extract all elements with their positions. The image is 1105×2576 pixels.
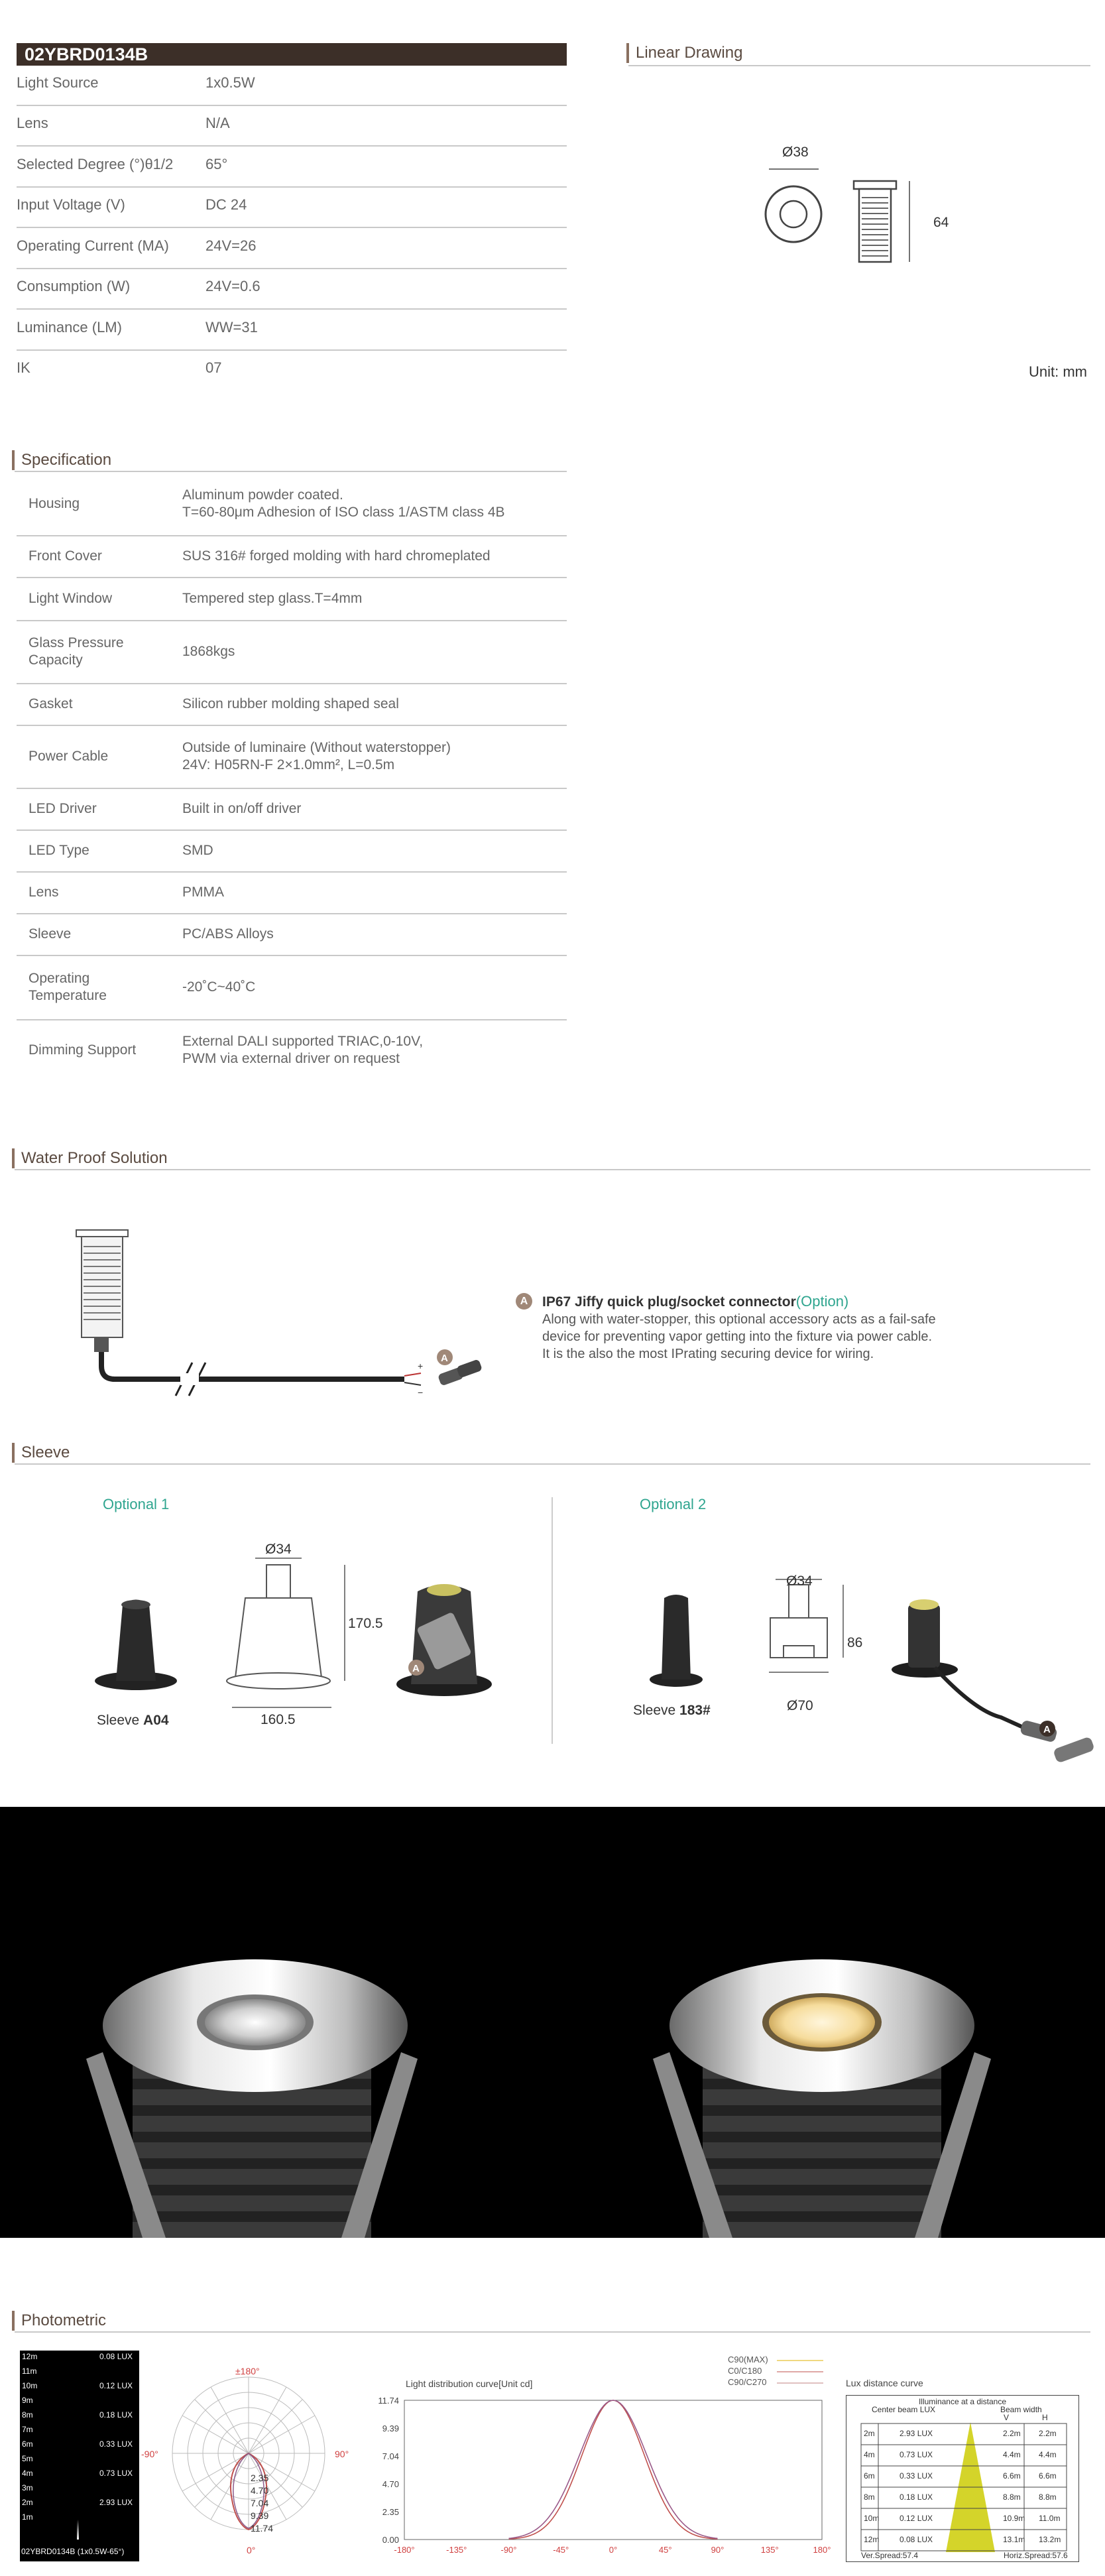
waterproof-heading: Water Proof Solution [12,1148,168,1168]
connector-badge: A [516,1293,532,1310]
spec-value [182,800,301,818]
spec-value [182,926,274,943]
lux-distance-label: 11m [22,2366,37,2376]
spec-label [29,970,107,1005]
unit-label: Unit: mm [1029,363,1087,380]
hor-spread: Horiz.Spread:57.6 [1004,2551,1068,2560]
spec-value-line: PC/ABS Alloys [182,926,274,942]
spec-value [182,979,255,996]
spec-label-line: Light Window [29,590,113,606]
sleeve-name-prefix: Sleeve [633,1703,680,1718]
x-tick-label: 180° [813,2545,831,2555]
spec-value-line: PWM via external driver on request [182,1050,400,1066]
svg-text:−: − [418,1387,424,1398]
sleeve-name-prefix: Sleeve [97,1713,144,1728]
param-row [17,318,567,351]
lux-distance-label: 3m [22,2483,33,2492]
spec-row [17,1019,567,1081]
sleeve-option2-height: 86 [847,1635,863,1650]
lux-row-d: 4m [864,2450,875,2459]
lux-row-h: 13.2m [1039,2535,1061,2544]
x-tick-label: -90° [500,2545,517,2555]
lux-value-label: 0.12 LUX [99,2381,133,2390]
lux-distance-label: 12m [22,2352,38,2361]
sleeve-option2-label: Optional 2 [640,1496,707,1512]
spec-row [17,535,567,578]
spec-label-line: Gasket [29,696,73,711]
param-value: DC 24 [205,196,247,213]
param-row [17,73,567,106]
curve-title: Light distribution curve[Unit cd] [406,2378,533,2389]
lux-distance-label: 9m [22,2396,33,2405]
spec-value [182,643,235,660]
sleeve-option2-diameter: Ø34 [786,1573,813,1589]
polar-value: 2.35 [251,2473,269,2483]
lux-distance-label: 7m [22,2425,33,2434]
lux-chart-caption: 02YBRD0134B (1x0.5W-65°) [21,2547,125,2556]
spec-value [182,842,213,859]
height-dimension: 64 [933,215,949,230]
spec-value [182,739,451,774]
legend-item: C0/C180 [728,2366,762,2376]
curve-legend [728,2354,768,2388]
spec-value [182,548,491,565]
connector-description [542,1311,936,1363]
spec-label [29,696,73,713]
specification-heading: Specification [12,450,111,470]
param-label: Consumption (W) [17,278,131,294]
polar-top-label: ±180° [235,2366,260,2376]
spec-label [29,590,112,607]
diameter-dimension: Ø38 [782,145,809,160]
lux-row-d: 8m [864,2492,875,2502]
lux-chart-panel [20,2351,139,2561]
linear-drawing-heading: Linear Drawing [626,43,742,63]
lux-row-h: 6.6m [1039,2471,1057,2481]
spec-value-line: 1868kgs [182,643,235,659]
spec-label-line: Lens [29,884,59,900]
x-tick-label: 135° [760,2545,779,2555]
spec-label-line: Sleeve [29,926,72,942]
lux-distance-col1: Center beam LUX [872,2405,936,2414]
linear-drawing-underline [628,65,1090,66]
param-label: Luminance (LM) [17,319,122,336]
lux-distance-col2: Beam width [1000,2405,1042,2414]
lux-row-lux: 0.33 LUX [900,2471,933,2481]
lux-row-d: 6m [864,2471,875,2481]
param-value: 07 [205,359,222,376]
spec-label [29,884,59,901]
lux-row-h: 11.0m [1039,2514,1061,2523]
lux-distance-label: 1m [22,2512,33,2522]
sleeve-option2-name [633,1703,711,1719]
lux-row-h: 2.2m [1039,2429,1057,2438]
spec-row [17,788,567,831]
curve-c90-c270 [509,2400,718,2538]
param-label: Input Voltage (V) [17,196,125,213]
lux-row-v: 10.9m [1003,2514,1025,2523]
spec-label-line: Front Cover [29,548,102,564]
y-tick-label: 4.70 [382,2479,399,2489]
sleeve-underline [15,1463,1090,1465]
lux-distance-label: 10m [22,2381,38,2390]
polar-value: 9.39 [251,2510,269,2521]
spec-value-line: T=60-80μm Adhesion of ISO class 1/ASTM class 4B [182,504,505,520]
x-tick-label: -135° [446,2545,467,2555]
spec-label [29,800,97,818]
lux-row-lux: 2.93 LUX [900,2429,933,2438]
polar-diagram [143,2361,355,2553]
spec-label-line: Temperature [29,987,107,1003]
spec-label [29,635,124,669]
param-row [17,154,567,188]
spec-value-line: Silicon rubber molding shaped seal [182,696,399,711]
polar-value: 4.70 [251,2485,269,2496]
linear-drawing-figure [756,139,981,285]
spec-value [182,884,224,901]
lux-value-label: 0.08 LUX [99,2352,133,2361]
polar-right-label: 90° [335,2449,349,2459]
waterproof-illustration [60,1217,510,1409]
lux-value-label: 0.73 LUX [99,2469,133,2478]
lux-row-lux: 0.12 LUX [900,2514,933,2523]
plot-frame [404,2400,822,2540]
spec-label-line: Glass Pressure [29,635,124,650]
connector-line: Along with water-stopper, this optional accessory acts as a fail-safe [542,1312,936,1327]
spec-value [182,696,399,713]
spec-label [29,842,89,859]
param-label: Selected Degree (°)θ1/2 [17,156,174,172]
sleeve-option2-figure [630,1558,1105,1777]
lux-distance-title: Lux distance curve [846,2378,923,2388]
lux-row-h: 4.4m [1039,2450,1057,2459]
lux-value-label: 0.33 LUX [99,2439,133,2449]
svg-text:+: + [418,1361,424,1371]
lux-row-v: 13.1m [1003,2535,1025,2544]
sleeve-option1-figure [86,1538,510,1731]
spec-row [17,577,567,621]
product-photo-band [0,1807,1105,2238]
sleeve-option1-height: 170.5 [348,1616,383,1631]
lux-distance-label: 2m [22,2498,33,2507]
lux-row-v: 8.8m [1003,2492,1021,2502]
lux-row-v: 2.2m [1003,2429,1021,2438]
lux-row-d: 2m [864,2429,875,2438]
curve-c0-c180 [509,2400,718,2539]
lux-distance-label: 4m [22,2469,33,2478]
spec-label-line: Capacity [29,652,83,668]
sleeve-option1-label: Optional 1 [103,1496,170,1512]
waterproof-underline [15,1169,1090,1170]
spec-value-line: External DALI supported TRIAC,0-10V, [182,1033,424,1049]
lux-beam-glow [77,2520,79,2540]
x-tick-label: -180° [394,2545,415,2555]
param-value: 24V=0.6 [205,278,261,294]
lux-row-lux: 0.18 LUX [900,2492,933,2502]
spec-label-line: LED Type [29,842,89,858]
y-tick-label: 0.00 [382,2535,399,2545]
sleeve-option1-name [97,1713,169,1729]
spec-row [17,955,567,1020]
y-tick-label: 7.04 [382,2451,399,2461]
x-tick-label: 0° [609,2545,618,2555]
svg-text:A: A [1043,1724,1051,1735]
svg-text:A: A [412,1663,420,1674]
spec-value [182,590,362,607]
photometric-heading: Photometric [12,2311,106,2331]
connector-line: It is the also the most IPrating securing device for wiring. [542,1347,874,1361]
lux-distance-label: 8m [22,2410,33,2420]
param-row [17,276,567,310]
polar-left-label: -90° [141,2449,158,2459]
spec-value-line: Built in on/off driver [182,800,302,816]
param-row [17,236,567,269]
sleeve-heading: Sleeve [12,1443,70,1463]
spec-value-line: -20˚C~40˚C [182,979,256,995]
param-value: 1x0.5W [205,74,255,91]
sleeve-divider [552,1497,553,1744]
curve-legend-swatches [777,2357,830,2390]
param-label: IK [17,359,30,376]
spec-value [182,1033,423,1068]
polar-bottom-label: 0° [247,2545,256,2555]
lux-row-v: 6.6m [1003,2471,1021,2481]
lux-distance-label: 5m [22,2454,33,2463]
polar-value-labels [251,2472,273,2535]
param-row [17,113,567,147]
lux-row-lux: 0.08 LUX [900,2535,933,2544]
spec-value [182,487,505,521]
spec-label [29,748,108,765]
polar-value: 7.04 [251,2498,269,2508]
y-tick-label: 9.39 [382,2423,399,2433]
spec-row [17,620,567,684]
ver-spread: Ver.Spread:57.4 [861,2551,919,2560]
y-tick-label: 11.74 [378,2396,399,2406]
lux-value-label: 0.18 LUX [99,2410,133,2420]
polar-value: 11.74 [251,2523,273,2534]
spec-label-line: LED Driver [29,800,97,816]
sleeve-option1-width: 160.5 [261,1712,296,1727]
param-value: WW=31 [205,319,258,336]
spec-label [29,495,80,513]
sleeve-name-code: 183# [679,1703,711,1718]
connector-title: IP67 Jiffy quick plug/socket connector [542,1294,796,1310]
spec-value-line: Outside of luminaire (Without waterstopper) [182,739,451,755]
lux-row-d: 12m [864,2535,880,2544]
sleeve-option1-diameter: Ø34 [265,1542,292,1557]
sleeve-option2-width: Ø70 [787,1698,813,1713]
param-row [17,358,567,385]
spec-value-line: Tempered step glass.T=4mm [182,590,363,606]
lux-distance-h: H [1042,2413,1048,2422]
sleeve-name-code: A04 [143,1713,169,1728]
param-value: 65° [205,156,228,172]
spec-label [29,1042,136,1059]
param-value: N/A [205,115,230,131]
connector-option-tag: (Option) [795,1293,849,1310]
svg-text:A: A [441,1353,448,1364]
lux-row-lux: 0.73 LUX [900,2450,933,2459]
param-label: Lens [17,115,48,131]
lux-distance-label: 6m [22,2439,33,2449]
photometric-underline [15,2331,1090,2333]
x-tick-label: -45° [553,2545,569,2555]
x-tick-label: 90° [711,2545,725,2555]
spec-row [17,725,567,789]
spec-value-line: SUS 316# forged molding with hard chromeplated [182,548,491,564]
spec-row [17,683,567,726]
x-tick-label: 45° [658,2545,672,2555]
spec-row [17,472,567,536]
lux-distance-panel [846,2395,1079,2562]
legend-item: C90/C270 [728,2377,767,2387]
spec-label-line: Operating [29,970,90,986]
lux-value-label: 2.93 LUX [99,2498,133,2507]
lux-row-v: 4.4m [1003,2450,1021,2459]
spec-label-line: Housing [29,495,80,511]
param-row [17,195,567,228]
connector-headline [542,1293,848,1310]
param-label: Operating Current (MA) [17,237,169,254]
spec-row [17,871,567,914]
y-tick-label: 2.35 [382,2507,399,2517]
param-value: 24V=26 [205,237,257,254]
product-photos [0,1807,1105,2238]
spec-row [17,913,567,956]
connector-line: device for preventing vapor getting into the fixture via power cable. [542,1329,933,1344]
spec-label-line: Power Cable [29,748,109,764]
lux-distance-v: V [1004,2413,1010,2422]
spec-row [17,829,567,873]
spec-value-line: PMMA [182,884,224,900]
spec-label [29,548,102,565]
param-label: Light Source [17,74,99,91]
lux-distance-header: Illuminance at a distance [918,2397,1007,2406]
light-distribution-chart [371,2387,835,2559]
spec-value-line: 24V: H05RN-F 2×1.0mm², L=0.5m [182,757,395,772]
lux-row-h: 8.8m [1039,2492,1057,2502]
spec-value-line: SMD [182,842,213,858]
product-model-title: 02YBRD0134B [17,43,567,66]
spec-label-line: Dimming Support [29,1042,137,1058]
spec-label [29,926,71,943]
spec-value-line: Aluminum powder coated. [182,487,343,503]
legend-item: C90(MAX) [728,2355,768,2364]
lux-row-d: 10m [864,2514,880,2523]
